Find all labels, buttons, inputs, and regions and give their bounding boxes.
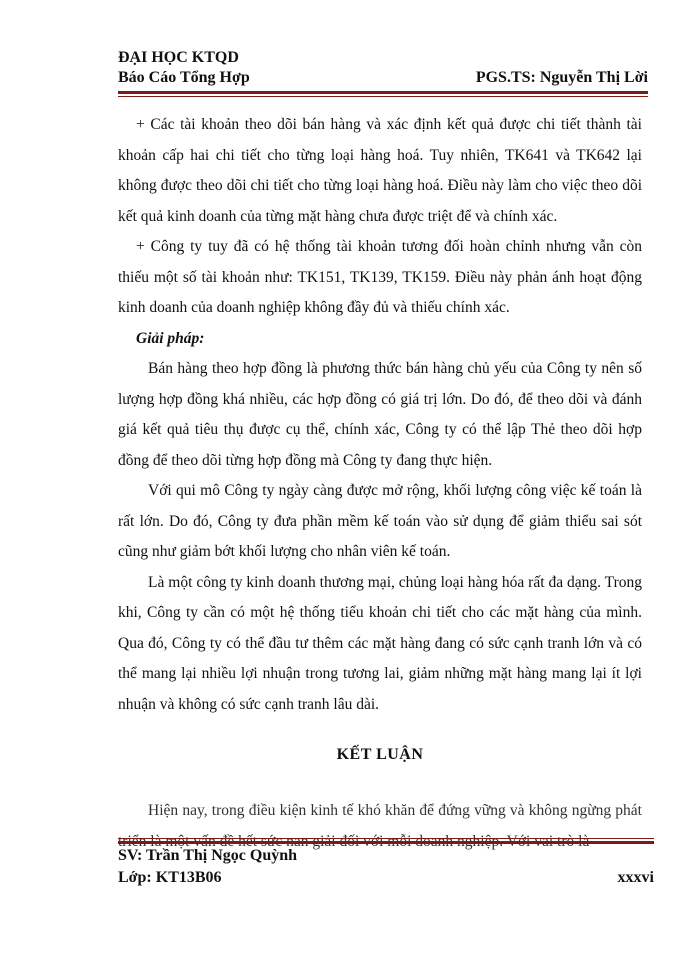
footer-rule-thin — [118, 838, 654, 839]
conclusion-title: KẾT LUẬN — [336, 746, 424, 763]
page-number: xxxvi — [617, 869, 654, 886]
paragraph-accounts-missing: + Công ty tuy đã có hệ thống tài khoản tương đối hoàn chỉnh nhưng vẫn còn thiếu một số tài khoản như: TK151, TK139, TK159. Điều này phản ánh hoạt động kinh doanh của doanh nghiệp không đầy đủ và thiếu chính xác. — [118, 238, 642, 316]
page-header — [118, 48, 648, 97]
student-name: SV: Trần Thị Ngọc Quỳnh — [118, 847, 298, 864]
paragraph-contract-tracking: Bán hàng theo hợp đồng là phương thức bán hàng chủ yếu của Công ty nên số lượng hợp đồng khá nhiều, các hợp đồng có giá trị lớn. Do đó, để theo dõi và đánh giá kết quả tiêu thụ được cụ thể, chính xác, Công ty có thể lập Thẻ theo dõi hợp đồng để theo dõi từng hợp đồng mà Công ty đang thực hiện. — [118, 360, 642, 469]
header-line-1 — [118, 48, 648, 68]
paragraph-sub-accounts: Là một công ty kinh doanh thương mại, chủng loại hàng hóa rất đa dạng. Trong khi, Công ty cần có một hệ thống tiểu khoản chi tiết cho các mặt hàng của mình. Qua đó, Công ty có thể đầu tư thêm các mặt hàng đang có sức cạnh tranh lớn và có thể mang lại nhiều lợi nhuận trong tương lai, giảm những mặt hàng mang lại ít lợi nhuận và không có sức cạnh tranh lâu dài. — [118, 573, 642, 713]
footer-line-1 — [118, 846, 654, 866]
advisor-name: PGS.TS: Nguyễn Thị Lời — [475, 69, 648, 86]
paragraph-accounts-detail: + Các tài khoản theo dõi bán hàng và xác định kết quả được chi tiết thành tài khoản cấp hai chi tiết cho từng loại hàng hoá. Tuy nhiên, TK641 và TK642 lại không được theo dõi chi tiết cho từng loại hàng hoá. Điều này làm cho việc theo dõi kết quả kinh doanh của từng mặt hàng chưa được triệt để và chính xác. — [118, 116, 642, 225]
page-footer — [118, 838, 654, 888]
header-rule-thin — [118, 96, 648, 97]
main-body — [118, 110, 642, 720]
class-code: Lớp: KT13B06 — [118, 869, 222, 886]
footer-rule-thick — [118, 841, 654, 844]
header-line-2 — [118, 68, 648, 88]
report-type: Báo Cáo Tổng Hợp — [118, 69, 250, 86]
header-rule-thick — [118, 91, 648, 94]
footer-line-2 — [118, 868, 654, 888]
conclusion-paragraph: Hiện nay, trong điều kiện kinh tế khó khăn để đứng vững và không ngừng phát — [148, 802, 642, 819]
solution-heading: Giải pháp: — [136, 329, 205, 347]
paragraph-accounting-software: Với qui mô Công ty ngày càng được mở rộng, khối lượng công việc kế toán là rất lớn. Do đó, Công ty đưa phần mềm kế toán vào sử dụng để giảm thiểu sai sót cũng như giảm bớt khối lượng cho nhân viên kế toán. — [118, 482, 642, 560]
university-name: ĐẠI HỌC KTQD — [118, 49, 239, 66]
